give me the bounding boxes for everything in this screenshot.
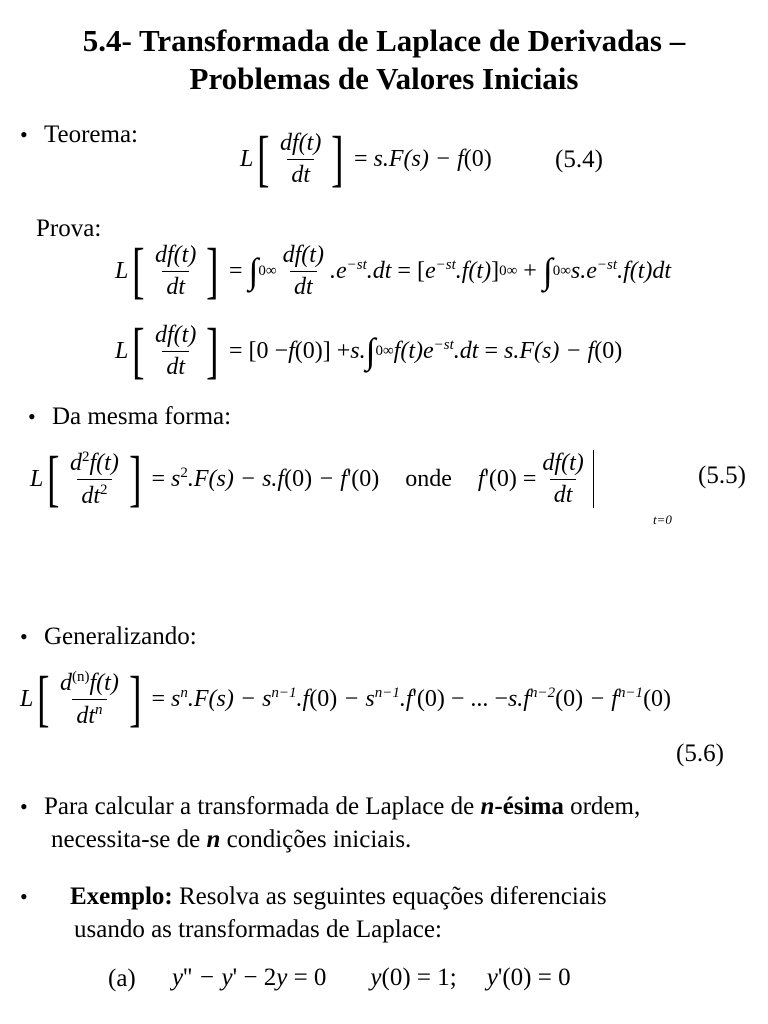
exemplo-label: Exemplo: <box>69 883 173 910</box>
bullet-para-calcular <box>20 792 640 822</box>
equation-number-5-4: (5.4) <box>555 146 603 173</box>
necessita-line <box>51 825 411 855</box>
bullet-exemplo <box>20 882 607 912</box>
bullet-teorema <box>20 120 138 150</box>
equation-5-5: L [ $\frac{d^2f(t)}{dt^2}$ ] = $s^2.F(s) - s.f$ (0) − f '(0) onde f '(0) = $\frac{df(t)}{dt}$ <box>30 448 594 510</box>
para-calcular-text-b: ordem, <box>563 793 641 820</box>
bullet-mesma-forma <box>28 402 231 432</box>
onde-label: onde <box>405 465 452 492</box>
mesma-forma-label: Da mesma forma: <box>51 403 232 430</box>
necessita-text-b: condições iniciais. <box>220 826 412 853</box>
equation-number-5-6: (5.6) <box>676 740 724 767</box>
equation-5-6: L [ $\frac{d^{(n)}f(t)}{dt^n}$ ] = $s^n.F(s) - s^{n-1}.f$ (0) − $s^{n-1}.f$ '(0) − ... − $s.f^{n-2}$ (0) − $f^{n-1}$ (0) <box>20 665 672 733</box>
teorema-label: Teorema: <box>43 121 138 148</box>
equation-number-5-5: (5.5) <box>698 462 746 489</box>
title-line-1: 5.4- Transformada de Laplace de Derivadas – <box>82 23 686 58</box>
esima-bold: -ésima <box>494 793 564 820</box>
bullet-dot: • <box>20 884 28 909</box>
bullet-dot: • <box>28 404 36 429</box>
n-italic: n <box>480 793 495 820</box>
bullet-dot: • <box>20 794 28 819</box>
generalizando-label: Generalizando: <box>43 623 197 650</box>
n-italic-2: n <box>206 826 221 853</box>
title-line-2: Problemas de Valores Iniciais <box>189 61 579 96</box>
proof-equation-2: L [ $\frac{df(t)}{dt}$ ] = [0 − f (0)] + s. ∫ 0 ∞ $f(t)e^{-st}.dt$ = s.F(s) − f (0) <box>115 317 623 385</box>
equation-5-4: L [ $\frac{df(t)}{dt}$ ] = s.F(s) − f (0) <box>240 125 492 193</box>
example-a-equation: y '' − y ' − 2 y = 0 y (0) = 1; y '(0) = 0 <box>172 964 571 991</box>
eval-subscript: t=0 <box>653 512 672 527</box>
para-calcular-text-a: Para calcular a transformada de Laplace de <box>43 793 481 820</box>
proof-equation-1: L [ $\frac{df(t)}{dt}$ ] = ∫ 0 ∞ $\frac{df(t)}{dt}$ $.e^{-st}.dt$ = [ $e^{-st}.f(t)$ ] 0 ∞ + ∫ 0 ∞ $s.e^{-st}.f(t)dt$ <box>115 237 672 305</box>
bullet-dot: • <box>20 624 28 649</box>
page-title <box>0 22 768 98</box>
bullet-generalizando <box>20 622 197 652</box>
necessita-text-a: necessita-se de <box>51 826 207 853</box>
prova-label: Prova: <box>36 215 102 242</box>
bullet-dot: • <box>20 122 28 147</box>
item-a-label: (a) <box>108 965 136 992</box>
exemplo-text: Resolva as seguintes equações diferenciais <box>172 883 607 910</box>
exemplo-line-2: usando as transformadas de Laplace: <box>74 916 442 943</box>
